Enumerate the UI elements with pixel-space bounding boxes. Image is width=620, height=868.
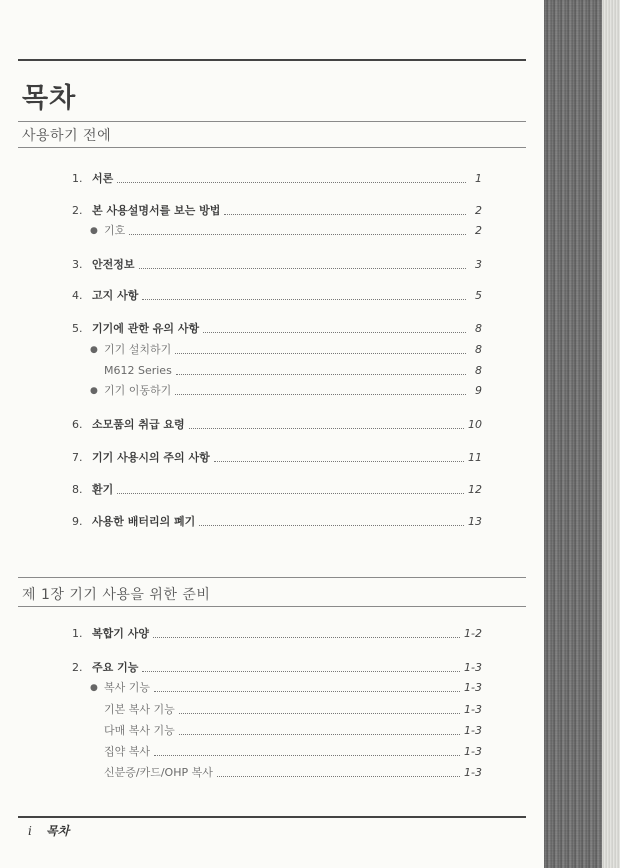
dot-leader — [176, 373, 466, 375]
toc-entry-label: 신분증/카드/OHP 복사 — [104, 766, 213, 779]
top-rule — [18, 59, 526, 61]
toc-entry[interactable] — [72, 625, 482, 641]
toc-entry-label: 본 사용설명서를 보는 방법 — [92, 204, 221, 217]
toc-entry-label: 환기 — [92, 483, 114, 496]
toc-entry-page: 8 — [475, 322, 482, 335]
toc-entry-page: 12 — [468, 483, 482, 496]
dot-leader — [129, 233, 466, 235]
toc-entry-page: 1-3 — [464, 766, 482, 779]
toc-entry[interactable] — [72, 743, 482, 759]
toc-entry[interactable] — [72, 222, 482, 238]
section-rule-top — [18, 121, 526, 122]
dot-leader — [117, 492, 464, 494]
toc-entry-label: 복합기 사양 — [92, 627, 149, 640]
toc-entry-page: 1-3 — [464, 745, 482, 758]
toc-entry-label: 복사 기능 — [104, 681, 151, 694]
toc-entry-number: 2. — [72, 661, 83, 674]
toc-entry[interactable] — [72, 170, 482, 186]
toc-entry-label: 주요 기능 — [92, 661, 139, 674]
footer-page-number: i — [28, 824, 32, 838]
toc-entry-label: 기기에 관한 유의 사항 — [92, 322, 200, 335]
toc-entry[interactable] — [72, 449, 482, 465]
toc-entry[interactable] — [72, 416, 482, 432]
dot-leader — [139, 267, 466, 269]
page-title: 목차 — [22, 83, 77, 114]
toc-entry[interactable] — [72, 764, 482, 780]
toc-entry-number: 3. — [72, 258, 83, 271]
bullet-icon: ● — [90, 386, 98, 396]
toc-entry-page: 8 — [475, 343, 482, 356]
toc-entry[interactable] — [72, 481, 482, 497]
toc-entry-page: 1-3 — [464, 681, 482, 694]
toc-entry-page: 1-3 — [464, 661, 482, 674]
toc-entry[interactable] — [72, 722, 482, 738]
toc-entry[interactable] — [72, 659, 482, 675]
dot-leader — [142, 298, 466, 300]
dot-leader — [142, 670, 460, 672]
toc-entry-number: 6. — [72, 418, 83, 431]
dot-leader — [189, 427, 464, 429]
dot-leader — [179, 733, 460, 735]
toc-entry-number: 1. — [72, 627, 83, 640]
toc-entry-number: 4. — [72, 289, 83, 302]
toc-entry-label: 기기 이동하기 — [104, 384, 172, 397]
toc-entry-page: 2 — [475, 224, 482, 237]
toc-entry-page: 9 — [475, 384, 482, 397]
toc-entry-number: 2. — [72, 204, 83, 217]
toc-entry[interactable] — [72, 202, 482, 218]
dot-leader — [153, 636, 460, 638]
dot-leader — [199, 524, 464, 526]
toc-entry-page: 1 — [475, 172, 482, 185]
toc-entry-page: 1-2 — [464, 627, 482, 640]
toc-entry-page: 1-3 — [464, 703, 482, 716]
toc-entry[interactable] — [72, 679, 482, 695]
toc-entry-number: 9. — [72, 515, 83, 528]
section-heading: 제 1장 기기 사용을 위한 준비 — [22, 587, 211, 603]
toc-entry-label: 고지 사항 — [92, 289, 139, 302]
toc-entry-number: 7. — [72, 451, 83, 464]
dot-leader — [175, 352, 466, 354]
toc-entry-page: 2 — [475, 204, 482, 217]
dot-leader — [117, 181, 466, 183]
bullet-icon: ● — [90, 226, 98, 236]
toc-entry-label: 안전정보 — [92, 258, 135, 271]
toc-entry[interactable] — [72, 287, 482, 303]
toc-entry-label: 기기 설치하기 — [104, 343, 172, 356]
toc-entry[interactable] — [72, 701, 482, 717]
toc-entry-label: 기호 — [104, 224, 126, 237]
toc-entry[interactable] — [72, 362, 482, 378]
toc-entry-label: M612 Series — [104, 364, 172, 377]
dot-leader — [203, 331, 466, 333]
toc-entry-page: 13 — [468, 515, 482, 528]
toc-entry-label: 집약 복사 — [104, 745, 151, 758]
bullet-icon: ● — [90, 683, 98, 693]
scanned-page-margin — [602, 0, 620, 868]
toc-entry[interactable] — [72, 513, 482, 529]
section-rule-bottom — [18, 147, 526, 148]
bullet-icon: ● — [90, 345, 98, 355]
toc-entry-label: 서론 — [92, 172, 114, 185]
toc-entry-label: 기본 복사 기능 — [104, 703, 175, 716]
toc-entry-label: 기기 사용시의 주의 사항 — [92, 451, 210, 464]
toc-entry[interactable] — [72, 382, 482, 398]
toc-entry-page: 11 — [468, 451, 482, 464]
toc-entry-label: 소모품의 취급 요령 — [92, 418, 185, 431]
dot-leader — [154, 690, 460, 692]
toc-entry[interactable] — [72, 341, 482, 357]
toc-entry-number: 5. — [72, 322, 83, 335]
section-heading: 사용하기 전에 — [22, 128, 112, 144]
toc-entry-label: 사용한 배터리의 폐기 — [92, 515, 196, 528]
footer-rule — [18, 816, 526, 818]
footer-label: 목차 — [46, 824, 70, 838]
toc-entry[interactable] — [72, 320, 482, 336]
toc-entry-label: 다매 복사 기능 — [104, 724, 175, 737]
dot-leader — [154, 754, 460, 756]
footer — [28, 822, 69, 839]
dot-leader — [224, 213, 466, 215]
dot-leader — [175, 393, 466, 395]
toc-entry-page: 5 — [475, 289, 482, 302]
section-rule-top — [18, 577, 526, 578]
toc-entry-page: 1-3 — [464, 724, 482, 737]
toc-entry-page: 10 — [468, 418, 482, 431]
toc-entry-number: 1. — [72, 172, 83, 185]
section-rule-bottom — [18, 606, 526, 607]
toc-entry-page: 3 — [475, 258, 482, 271]
dot-leader — [214, 460, 464, 462]
toc-entry[interactable] — [72, 256, 482, 272]
dot-leader — [217, 775, 460, 777]
dot-leader — [179, 712, 460, 714]
toc-entry-number: 8. — [72, 483, 83, 496]
toc-entry-page: 8 — [475, 364, 482, 377]
